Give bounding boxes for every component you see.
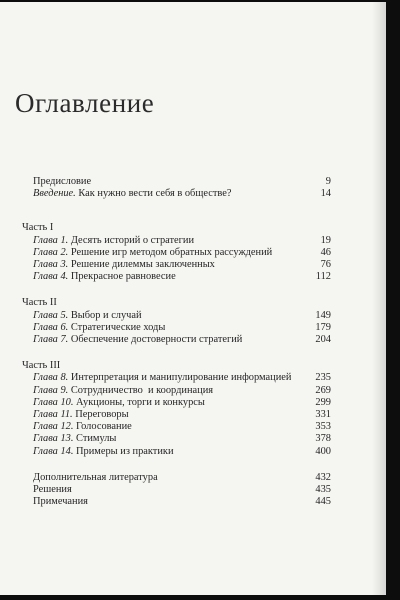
toc-entry-further-reading [22,472,331,484]
chapter-title: Стратегические ходы [68,321,166,333]
toc-entry-chapter-8 [22,372,331,384]
toc-page-number: 76 [320,259,331,270]
chapter-prefix: Глава 8. [33,372,69,384]
part-title: Часть II [22,297,57,309]
toc-entry-chapter-3 [22,259,331,271]
toc-entry-prefix: Введение. [33,188,76,200]
toc-entry-chapter-11 [22,409,331,421]
toc-page-number: 46 [320,246,331,258]
toc-entry-chapter-10 [22,397,331,409]
toc-entry-chapter-2 [22,247,331,259]
toc-entry-text: Дополнительная литература [33,471,158,483]
toc-entry-chapter-5 [22,310,331,322]
toc-page-number: 179 [315,321,331,333]
toc-entry-introduction [22,188,331,200]
toc-entry-label [22,271,176,283]
chapter-title: Стимулы [73,433,117,445]
back-matter [22,472,331,509]
toc-entry-label [22,310,142,322]
chapter-prefix: Глава 2. [33,246,69,258]
chapter-prefix: Глава 13. [33,433,74,445]
toc-entry-chapter-6 [22,322,331,334]
toc-entry-chapter-4 [22,271,331,283]
chapter-title: Обеспечение достоверности стратегий [68,334,243,345]
toc-page-number: 204 [315,334,331,345]
chapter-prefix: Глава 7. [33,334,69,345]
front-matter [22,176,331,200]
chapter-prefix: Глава 11. [33,409,73,420]
part-1 [22,222,331,283]
chapter-title: Сотрудничество и координация [68,384,214,396]
toc-entry-chapter-7 [22,334,331,346]
chapter-title: Решение игр методом обратных рассуждений [68,246,273,258]
chapter-title: Аукционы, торги и конкурсы [73,396,205,408]
chapter-title: Десять историй о стратегии [68,234,195,246]
toc-entry-label [22,433,116,445]
toc-entry-text: Решения [33,484,72,496]
toc-page-number: 378 [315,433,331,445]
toc-page-number: 432 [315,471,331,483]
chapter-title: Примеры из практики [73,445,174,457]
part-3 [22,360,331,458]
toc-page-number: 331 [315,409,331,420]
toc-entry-preface [22,176,331,188]
toc-entry-text: Предисловие [33,176,92,187]
toc-page-number: 445 [315,496,331,508]
chapter-prefix: Глава 10. [33,396,74,408]
chapter-prefix: Глава 3. [33,259,69,270]
part-title: Часть I [22,222,54,234]
toc-entry-label [22,176,91,188]
toc-entry-text: Примечания [33,496,88,508]
toc-entry-label [22,372,291,384]
toc-page-number: 235 [315,372,331,384]
chapter-prefix: Глава 9. [33,384,69,396]
toc-entry-chapter-12 [22,421,331,433]
toc-entry-chapter-1 [22,235,331,247]
toc-entry-notes [22,496,331,508]
toc-entry-text: Как нужно вести себя в обществе? [75,188,232,200]
toc-entry-chapter-13 [22,433,331,445]
toc-page-number: 400 [315,445,331,457]
page-edge-shadow [372,2,386,595]
chapter-title: Прекрасное равновесие [68,271,176,283]
toc-page-number: 299 [315,396,331,408]
chapter-prefix: Глава 5. [33,309,69,321]
toc-entry-label [22,446,174,458]
chapter-title: Выбор и случай [68,309,142,321]
part-2 [22,297,331,346]
chapter-prefix: Глава 1. [33,234,69,246]
toc-entry-label [22,247,272,259]
toc-entry-chapter-14 [22,446,331,458]
toc-page-number: 149 [315,309,331,321]
toc-entry-label [22,421,132,433]
page-title: Оглавление [15,88,155,118]
table-of-contents [22,176,331,522]
toc-entry-label [22,385,213,397]
toc-page-number: 353 [315,421,331,433]
toc-page-number: 9 [325,176,331,187]
toc-entry-label [22,259,215,271]
toc-entry-solutions [22,484,331,496]
toc-entry-label [22,334,242,346]
chapter-prefix: Глава 14. [33,445,74,457]
toc-page-number: 14 [320,188,331,200]
toc-page-number: 435 [315,484,331,496]
chapter-prefix: Глава 12. [33,421,74,433]
toc-page-number: 19 [320,234,331,246]
toc-page-number: 269 [315,384,331,396]
chapter-prefix: Глава 6. [33,321,69,333]
chapter-title: Решение дилеммы заключенных [68,259,215,270]
chapter-title: Переговоры [72,409,129,420]
toc-entry-label [22,188,231,200]
chapter-title: Голосование [73,421,132,433]
chapter-prefix: Глава 4. [33,271,69,283]
part-title: Часть III [22,360,61,372]
toc-entry-chapter-9 [22,385,331,397]
toc-entry-label [22,235,194,247]
toc-entry-label [22,397,205,409]
book-page [0,2,386,595]
chapter-title: Интерпретация и манипулирование информацией [68,372,292,384]
toc-entry-label [22,322,165,334]
toc-page-number: 112 [315,271,331,283]
toc-entry-label [22,409,129,421]
